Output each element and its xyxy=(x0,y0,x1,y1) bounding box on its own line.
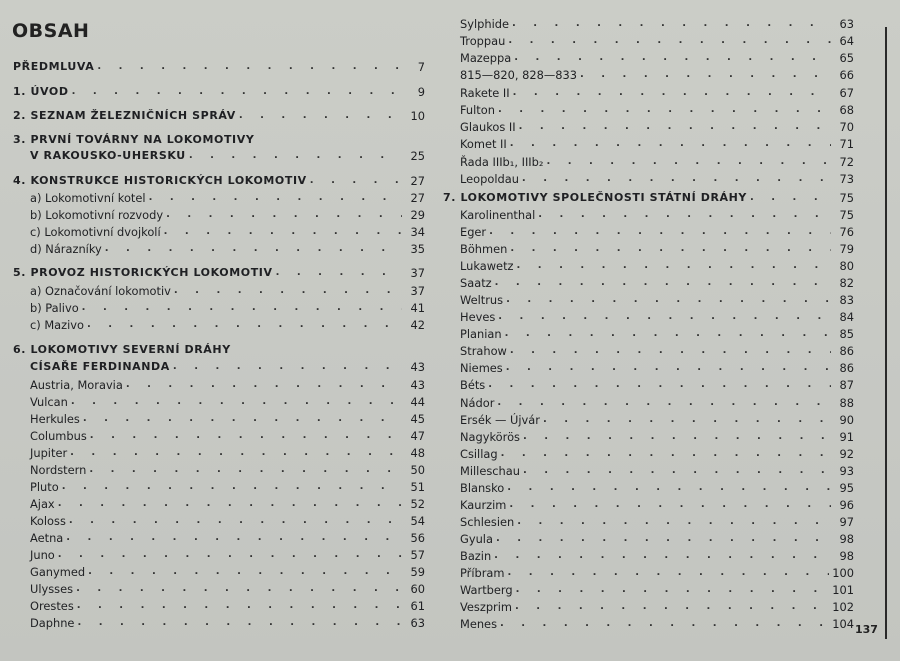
toc-entry xyxy=(460,32,854,48)
dot-leader xyxy=(88,565,402,579)
toc-entry xyxy=(30,282,425,298)
toc-entry-title: Nádor xyxy=(460,396,495,410)
toc-entry-title: 815—820, 828—833 xyxy=(460,68,577,82)
toc-entry xyxy=(13,341,425,357)
toc-entry-page: 34 xyxy=(410,225,425,239)
toc-entry xyxy=(460,445,854,461)
toc-entry-title: Austria, Moravia xyxy=(30,378,123,392)
toc-entry-title: Veszprim xyxy=(460,600,513,614)
toc-entry xyxy=(30,147,425,163)
toc-entry-title: Orestes xyxy=(30,599,74,613)
toc-entry-page: 52 xyxy=(410,497,425,511)
dot-leader xyxy=(488,378,831,392)
dot-leader xyxy=(58,548,402,562)
toc-entry-page: 100 xyxy=(832,566,854,580)
toc-entry-title: Schlesien xyxy=(460,515,515,529)
toc-entry-page: 73 xyxy=(839,172,854,186)
toc-entry-page: 44 xyxy=(410,395,425,409)
dot-leader xyxy=(538,208,831,222)
dot-leader xyxy=(76,582,402,596)
toc-entry-title: Planian xyxy=(460,327,502,341)
dot-leader xyxy=(510,242,831,256)
toc-entry-page: 54 xyxy=(410,514,425,528)
toc-entry-page: 82 xyxy=(839,276,854,290)
dot-leader xyxy=(509,498,831,512)
toc-entry-page: 48 xyxy=(410,446,425,460)
toc-entry-title: V RAKOUSKO-UHERSKU xyxy=(30,149,186,162)
toc-entry xyxy=(30,580,425,596)
dot-leader xyxy=(77,599,402,613)
dot-leader xyxy=(523,430,831,444)
dot-leader xyxy=(77,616,402,630)
toc-entry-page: 61 xyxy=(410,599,425,613)
toc-entry-title: Csillag xyxy=(460,447,498,461)
dot-leader xyxy=(310,174,402,188)
toc-entry-title: Milleschau xyxy=(460,464,520,478)
toc-entry xyxy=(30,495,425,511)
dot-leader xyxy=(506,293,831,307)
dot-leader xyxy=(71,395,402,409)
toc-entry-title: Jupiter xyxy=(30,446,68,460)
toc-entry xyxy=(460,308,854,324)
toc-entry-title: Příbram xyxy=(460,566,505,580)
dot-leader xyxy=(516,583,830,597)
toc-entry-page: 76 xyxy=(839,225,854,239)
toc-entry xyxy=(460,342,854,358)
toc-entry-title: Juno xyxy=(30,548,55,562)
dot-leader xyxy=(507,481,831,495)
toc-entry-page: 50 xyxy=(410,463,425,477)
toc-entry xyxy=(30,512,425,528)
toc-entry-page: 86 xyxy=(839,361,854,375)
dot-leader xyxy=(494,549,831,563)
toc-entry-title: b) Lokomotivní rozvody xyxy=(30,208,164,222)
toc-entry xyxy=(30,614,425,630)
toc-entry-title: CÍSAŘE FERDINANDA xyxy=(30,360,170,373)
toc-entry-title: 6. LOKOMOTIVY SEVERNÍ DRÁHY xyxy=(13,343,231,356)
toc-entry-title: a) Lokomotivní kotel xyxy=(30,191,146,205)
dot-leader xyxy=(522,172,831,186)
page-number: 137 xyxy=(855,623,878,636)
toc-entry xyxy=(460,291,854,307)
toc-entry-page: 79 xyxy=(839,242,854,256)
dot-leader xyxy=(276,266,402,280)
toc-entry-page: 10 xyxy=(410,109,425,123)
toc-entry xyxy=(460,66,854,82)
toc-entry xyxy=(460,411,854,427)
toc-entry xyxy=(30,393,425,409)
toc-entry-title: Kaurzim xyxy=(460,498,507,512)
dot-leader xyxy=(97,60,402,74)
dot-leader xyxy=(72,85,402,99)
toc-entry-page: 45 xyxy=(410,412,425,426)
toc-entry-title: Saatz xyxy=(460,276,492,290)
toc-entry xyxy=(30,546,425,562)
toc-entry xyxy=(30,461,425,477)
dot-leader xyxy=(508,34,831,48)
toc-entry xyxy=(13,264,425,280)
dot-leader xyxy=(513,86,831,100)
toc-entry xyxy=(30,358,425,374)
toc-entry-title: Karolinenthal xyxy=(460,208,536,222)
dot-leader xyxy=(514,51,831,65)
dot-leader xyxy=(126,378,402,392)
toc-entry-page: 37 xyxy=(410,284,425,298)
toc-entry-title: Ersék — Újvár xyxy=(460,413,540,427)
dot-leader xyxy=(66,531,402,545)
toc-entry-title: 7. LOKOMOTIVY SPOLEČNOSTI STÁTNÍ DRÁHY xyxy=(443,191,747,204)
toc-entry xyxy=(460,462,854,478)
dot-leader xyxy=(501,447,831,461)
dot-leader xyxy=(546,155,831,169)
toc-entry xyxy=(30,597,425,613)
toc-entry-title: Ganymed xyxy=(30,565,86,579)
toc-entry xyxy=(13,83,425,99)
toc-entry-page: 51 xyxy=(410,480,425,494)
toc-entry xyxy=(30,427,425,443)
dot-leader xyxy=(510,344,831,358)
toc-entry-title: Aetna xyxy=(30,531,64,545)
dot-leader xyxy=(515,600,829,614)
page-title: OBSAH xyxy=(12,20,90,42)
toc-entry xyxy=(460,118,854,134)
toc-entry-title: 3. PRVNÍ TOVÁRNY NA LOKOMOTIVY xyxy=(13,133,255,146)
toc-entry-page: 29 xyxy=(410,208,425,222)
toc-entry-page: 91 xyxy=(839,430,854,444)
toc-entry xyxy=(460,394,854,410)
toc-entry-title: Řada IIIb₁, IIIb₂ xyxy=(460,155,544,169)
toc-entry-title: b) Palivo xyxy=(30,301,79,315)
dot-leader xyxy=(512,17,831,31)
toc-entry xyxy=(460,564,854,580)
toc-entry-title: Böhmen xyxy=(460,242,508,256)
toc-entry-title: Herkules xyxy=(30,412,80,426)
dot-leader xyxy=(498,103,831,117)
toc-entry-page: 102 xyxy=(832,600,854,614)
toc-entry-title: PŘEDMLUVA xyxy=(13,60,95,73)
toc-entry xyxy=(460,615,854,631)
dot-leader xyxy=(174,284,402,298)
toc-entry-title: Wartberg xyxy=(460,583,513,597)
toc-entry-page: 27 xyxy=(410,191,425,205)
toc-entry-page: 97 xyxy=(839,515,854,529)
toc-entry xyxy=(30,478,425,494)
toc-entry-title: Koloss xyxy=(30,514,66,528)
toc-entry-title: a) Označování lokomotiv xyxy=(30,284,171,298)
toc-entry-page: 37 xyxy=(410,266,425,280)
toc-entry xyxy=(30,223,425,239)
toc-entry-page: 60 xyxy=(410,582,425,596)
toc-entry-page: 75 xyxy=(839,191,854,205)
toc-entry xyxy=(30,529,425,545)
dot-leader xyxy=(750,191,831,205)
toc-entry-page: 92 xyxy=(839,447,854,461)
toc-entry xyxy=(460,359,854,375)
dot-leader xyxy=(173,360,402,374)
toc-entry-title: Strahow xyxy=(460,344,507,358)
toc-entry-page: 101 xyxy=(832,583,854,597)
toc-entry xyxy=(30,444,425,460)
toc-entry-title: Lukawetz xyxy=(460,259,514,273)
toc-entry-title: Troppau xyxy=(460,34,506,48)
toc-entry xyxy=(30,563,425,579)
toc-entry-page: 43 xyxy=(410,360,425,374)
toc-entry-page: 64 xyxy=(839,34,854,48)
toc-entry xyxy=(443,189,854,205)
toc-entry-title: Niemes xyxy=(460,361,503,375)
toc-entry-page: 71 xyxy=(839,137,854,151)
toc-entry xyxy=(460,135,854,151)
toc-entry-page: 63 xyxy=(410,616,425,630)
toc-entry-title: Gyula xyxy=(460,532,493,546)
toc-entry xyxy=(30,376,425,392)
dot-leader xyxy=(70,446,402,460)
dot-leader xyxy=(580,68,831,82)
toc-entry xyxy=(460,257,854,273)
toc-entry xyxy=(460,49,854,65)
toc-entry xyxy=(460,581,854,597)
toc-entry xyxy=(30,206,425,222)
toc-entry-page: 67 xyxy=(839,86,854,100)
dot-leader xyxy=(519,120,831,134)
toc-entry xyxy=(460,153,854,169)
toc-entry xyxy=(30,240,425,256)
toc-entry xyxy=(13,58,425,74)
toc-entry-title: Heves xyxy=(460,310,496,324)
toc-entry-title: Mazeppa xyxy=(460,51,512,65)
toc-entry xyxy=(460,513,854,529)
toc-entry-page: 87 xyxy=(839,378,854,392)
toc-entry xyxy=(460,206,854,222)
toc-entry-title: 2. SEZNAM ŽELEZNIČNÍCH SPRÁV xyxy=(13,109,236,122)
toc-entry xyxy=(460,376,854,392)
toc-entry-page: 88 xyxy=(839,396,854,410)
toc-entry-page: 104 xyxy=(832,617,854,631)
toc-entry-page: 41 xyxy=(410,301,425,315)
dot-leader xyxy=(164,225,402,239)
toc-entry-title: Pluto xyxy=(30,480,59,494)
toc-entry-title: Ulysses xyxy=(30,582,74,596)
toc-entry xyxy=(460,479,854,495)
toc-entry-page: 43 xyxy=(410,378,425,392)
toc-entry-page: 70 xyxy=(839,120,854,134)
toc-entry-title: Rakete II xyxy=(460,86,510,100)
toc-entry-page: 56 xyxy=(410,531,425,545)
toc-entry-page: 75 xyxy=(839,208,854,222)
dot-leader xyxy=(149,191,402,205)
toc-entry-page: 90 xyxy=(839,413,854,427)
toc-entry-title: Ajax xyxy=(30,497,55,511)
toc-entry-title: Fulton xyxy=(460,103,495,117)
dot-leader xyxy=(90,429,402,443)
toc-entry xyxy=(460,428,854,444)
toc-entry xyxy=(30,189,425,205)
toc-entry-page: 84 xyxy=(839,310,854,324)
dot-leader xyxy=(508,566,830,580)
toc-entry-page: 68 xyxy=(839,103,854,117)
dot-leader xyxy=(498,310,831,324)
toc-entry xyxy=(460,496,854,512)
toc-entry-page: 85 xyxy=(839,327,854,341)
toc-entry-page: 66 xyxy=(839,68,854,82)
dot-leader xyxy=(510,137,831,151)
toc-entry-page: 27 xyxy=(410,174,425,188)
toc-entry-page: 57 xyxy=(410,548,425,562)
toc-entry xyxy=(460,223,854,239)
dot-leader xyxy=(497,396,831,410)
dot-leader xyxy=(166,208,402,222)
toc-entry-title: Vulcan xyxy=(30,395,68,409)
toc-entry xyxy=(460,170,854,186)
toc-entry xyxy=(13,131,425,147)
dot-leader xyxy=(62,480,402,494)
toc-entry-page: 93 xyxy=(839,464,854,478)
toc-entry xyxy=(30,410,425,426)
toc-entry-page: 63 xyxy=(839,17,854,31)
toc-entry-page: 47 xyxy=(410,429,425,443)
toc-entry-page: 86 xyxy=(839,344,854,358)
toc-entry xyxy=(460,325,854,341)
toc-entry-title: Menes xyxy=(460,617,497,631)
toc-entry-title: Eger xyxy=(460,225,487,239)
toc-entry-title: c) Mazivo xyxy=(30,318,84,332)
toc-entry xyxy=(460,530,854,546)
page-edge-rule xyxy=(885,27,887,639)
toc-entry xyxy=(460,598,854,614)
dot-leader xyxy=(89,463,402,477)
toc-entry-page: 9 xyxy=(417,85,425,99)
toc-entry-page: 42 xyxy=(410,318,425,332)
toc-entry-title: Komet II xyxy=(460,137,507,151)
toc-entry-title: Sylphide xyxy=(460,17,509,31)
toc-entry-title: Nagykörös xyxy=(460,430,520,444)
dot-leader xyxy=(543,413,831,427)
dot-leader xyxy=(495,276,831,290)
toc-entry-page: 25 xyxy=(410,149,425,163)
toc-entry-page: 7 xyxy=(417,60,425,74)
dot-leader xyxy=(87,318,402,332)
toc-entry xyxy=(460,274,854,290)
dot-leader xyxy=(517,515,831,529)
dot-leader xyxy=(489,225,831,239)
toc-entry-page: 72 xyxy=(839,155,854,169)
toc-entry xyxy=(13,107,425,123)
toc-entry-title: Béts xyxy=(460,378,486,392)
dot-leader xyxy=(523,464,831,478)
toc-entry-title: Columbus xyxy=(30,429,87,443)
toc-entry-title: Daphne xyxy=(30,616,75,630)
toc-entry-title: Glaukos II xyxy=(460,120,516,134)
dot-leader xyxy=(505,327,831,341)
dot-leader xyxy=(69,514,402,528)
dot-leader xyxy=(496,532,831,546)
toc-entry xyxy=(13,172,425,188)
toc-entry-title: 1. ÚVOD xyxy=(13,85,69,98)
toc-entry xyxy=(460,15,854,31)
dot-leader xyxy=(506,361,831,375)
dot-leader xyxy=(105,242,402,256)
toc-entry-title: Weltrus xyxy=(460,293,504,307)
toc-entry-title: Leopoldau xyxy=(460,172,519,186)
toc-entry xyxy=(460,101,854,117)
toc-entry xyxy=(460,547,854,563)
dot-leader xyxy=(517,259,831,273)
toc-entry-title: 5. PROVOZ HISTORICKÝCH LOKOMOTIV xyxy=(13,266,273,279)
dot-leader xyxy=(83,412,402,426)
toc-entry-title: Blansko xyxy=(460,481,505,495)
toc-entry-title: 4. KONSTRUKCE HISTORICKÝCH LOKOMOTIV xyxy=(13,174,307,187)
toc-entry-page: 98 xyxy=(839,532,854,546)
dot-leader xyxy=(239,109,402,123)
dot-leader xyxy=(82,301,402,315)
toc-entry xyxy=(460,84,854,100)
toc-entry-page: 98 xyxy=(839,549,854,563)
toc-entry-page: 96 xyxy=(839,498,854,512)
toc-entry-page: 65 xyxy=(839,51,854,65)
dot-leader xyxy=(58,497,402,511)
dot-leader xyxy=(500,617,829,631)
toc-entry xyxy=(460,240,854,256)
toc-entry-title: Bazin xyxy=(460,549,492,563)
toc-entry-title: Nordstern xyxy=(30,463,87,477)
dot-leader xyxy=(189,149,402,163)
toc-entry-page: 35 xyxy=(410,242,425,256)
toc-entry xyxy=(30,299,425,315)
toc-entry-page: 83 xyxy=(839,293,854,307)
toc-entry-title: d) Nárazníky xyxy=(30,242,102,256)
toc-entry-page: 59 xyxy=(410,565,425,579)
toc-entry-title: c) Lokomotivní dvojkolí xyxy=(30,225,161,239)
toc-entry xyxy=(30,316,425,332)
toc-entry-page: 80 xyxy=(839,259,854,273)
toc-entry-page: 95 xyxy=(839,481,854,495)
